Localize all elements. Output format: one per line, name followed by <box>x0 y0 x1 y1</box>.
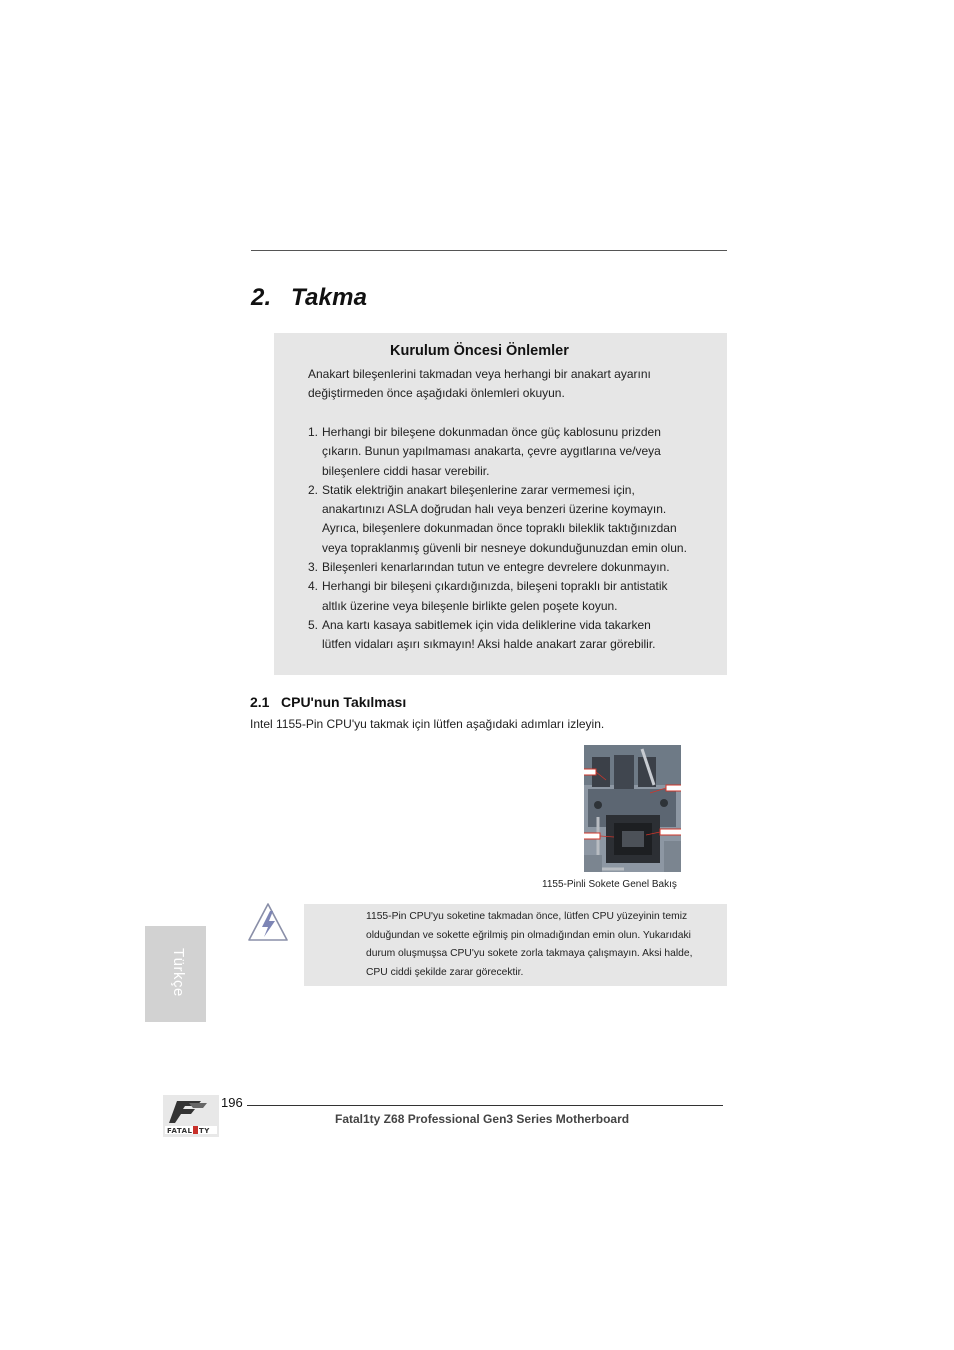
language-side-tab <box>145 926 206 1022</box>
section-title: CPU'nun Takılması <box>281 694 407 710</box>
item-number: 1. <box>308 425 319 439</box>
item-number: 5. <box>308 617 319 632</box>
socket-photo <box>584 745 681 872</box>
item-line: Statik elektriğin anakart bileşenlerine zarar vermemesi için, <box>322 482 635 497</box>
list-item <box>308 423 720 481</box>
list-item <box>308 616 720 655</box>
list-item <box>308 558 720 577</box>
item-line: Herhangi bir bileşeni çıkardığınızda, bileşeni topraklı bir antistatik <box>322 579 668 594</box>
svg-text:FATAL: FATAL <box>167 1127 193 1135</box>
item-line: Ayrıca, bileşenlere dokunmadan önce topraklı bileklik taktığınızdan <box>322 521 677 536</box>
warning-triangle-icon <box>247 902 289 942</box>
precautions-title: Kurulum Öncesi Önlemler <box>390 343 569 359</box>
warning-line: 1155-Pin CPU'yu soketine takmadan önce, lütfen CPU yüzeyinin temiz <box>366 911 688 922</box>
section-intro: Intel 1155-Pin CPU'yu takmak için lütfen aşağıdaki adımları izleyin. <box>250 717 605 731</box>
list-item <box>308 481 720 558</box>
item-line: Ana kartı kasaya sabitlemek için vida deliklerine vida takarken <box>322 617 651 632</box>
warning-line: CPU ciddi şekilde zarar görecektir. <box>366 966 524 978</box>
item-line: çıkarın. Bunun yapılmaması anakarta, çevre aygıtlarına ve/veya <box>322 444 661 459</box>
chapter-title: Takma <box>291 284 368 311</box>
top-divider <box>251 250 727 251</box>
item-number: 4. <box>308 579 319 594</box>
page-number: 196 <box>221 1095 243 1110</box>
footer-divider <box>247 1105 723 1106</box>
warning-text <box>366 908 724 982</box>
item-line: veya topraklanmış güvenli bir nesneye dokunduğunuzdan emin olun. <box>322 540 687 555</box>
item-line: Bileşenleri kenarlarından tutun ve entegre devrelere dokunmayın. <box>322 560 670 575</box>
item-number: 2. <box>308 482 319 497</box>
language-label: Türkçe <box>170 948 187 997</box>
chapter-heading <box>251 284 367 312</box>
list-item <box>308 577 720 616</box>
fatal1ty-logo <box>163 1095 219 1137</box>
chapter-number: 2. <box>251 284 272 311</box>
item-line: anakartınızı ASLA doğrudan halı veya benzeri üzerine koymayın. <box>322 502 667 517</box>
figure-caption: 1155-Pinli Sokete Genel Bakış <box>542 879 677 890</box>
item-number: 3. <box>308 560 319 575</box>
section-number: 2.1 <box>250 694 270 710</box>
precautions-intro <box>308 365 718 404</box>
svg-text:TY: TY <box>199 1127 210 1135</box>
item-line: Herhangi bir bileşene dokunmadan önce güç kablosunu prizden <box>322 425 661 439</box>
item-line: bileşenlere ciddi hasar verebilir. <box>322 463 490 478</box>
section-heading <box>250 694 406 710</box>
item-line: altlık üzerine veya bileşenle birlikte gelen poşete koyun. <box>322 598 618 613</box>
precautions-list <box>308 423 720 655</box>
intro-line: Anakart bileşenlerini takmadan veya herhangi bir anakart ayarını <box>308 367 651 381</box>
item-line: lütfen vidaları aşırı sıkmayın! Aksi halde anakart zarar görebilir. <box>322 637 656 652</box>
warning-line: olduğundan ve sokette eğrilmiş pin olmadığından emin olun. Yukarıdaki <box>366 929 691 941</box>
footer-title: Fatal1ty Z68 Professional Gen3 Series Motherboard <box>335 1112 630 1126</box>
intro-line: değiştirmeden önce aşağıdaki önlemleri okuyun. <box>308 386 565 401</box>
warning-line: durum oluşmuşsa CPU'yu sokete zorla takmaya çalışmayın. Aksi halde, <box>366 948 693 959</box>
